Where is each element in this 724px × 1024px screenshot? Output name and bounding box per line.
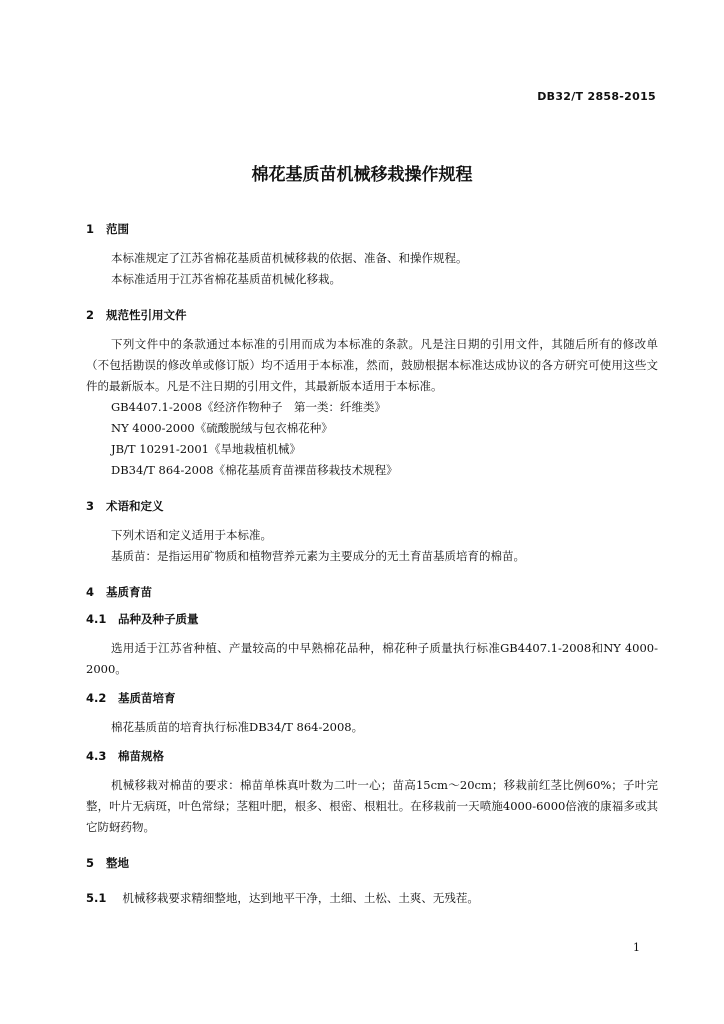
section-5-heading [86, 854, 658, 872]
document-body [86, 220, 658, 909]
soil-prep-text: 机械移栽要求精细整地，达到地平干净，土细、土松、土爽、无残茬。 [122, 891, 479, 905]
section-number: 2 [86, 308, 95, 322]
reference-item: GB4407.1-2008《经济作物种子 第一类：纤维类》 [111, 400, 387, 414]
subsection-number: 4.3 [86, 749, 107, 763]
cultivation-paragraph: 棉花基质苗的培育执行标准DB34/T 864-2008。 [111, 720, 364, 734]
subsection-number: 4.2 [86, 691, 107, 705]
section-3-heading [86, 497, 658, 515]
seedling-spec-paragraph: 机械移栽对棉苗的要求：棉苗单株真叶数为二叶一心；苗高15cm～20cm；移栽前红茎比例60%；子叶完整，叶片无病斑，叶色常绿；茎粗叶肥，根多、根密、根粗壮。在移栽前一天喷施4000-6000倍液的康福多或其它防蚜药物。 [86, 778, 658, 834]
section-title: 范围 [106, 222, 129, 236]
subsection-5-1 [86, 888, 658, 909]
reference-item: DB34/T 864-2008《棉花基质育苗裸苗移栽技术规程》 [111, 463, 398, 477]
scope-paragraph-2: 本标准适用于江苏省棉花基质苗机械化移栽。 [111, 272, 341, 286]
section-2-heading [86, 306, 658, 324]
variety-paragraph: 选用适于江苏省种植、产量较高的中早熟棉花品种，棉花种子质量执行标准GB4407.1-2008和NY 4000-2000。 [86, 641, 658, 676]
section-4-heading [86, 583, 658, 601]
subsection-title: 基质苗培育 [118, 691, 176, 705]
reference-item: JB/T 10291-2001《旱地栽植机械》 [111, 442, 301, 456]
section-1-heading [86, 220, 658, 238]
document-title: 棉花基质苗机械移栽操作规程 [251, 165, 473, 185]
section-title: 基质育苗 [106, 585, 152, 599]
section-number: 4 [86, 585, 95, 599]
section-number: 1 [86, 222, 95, 236]
subsection-4-2-heading [86, 689, 658, 707]
page-number: 1 [633, 941, 640, 954]
subsection-title: 棉苗规格 [118, 749, 164, 763]
terms-paragraph-1: 下列术语和定义适用于本标准。 [111, 528, 272, 542]
reference-item: NY 4000-2000《硫酸脱绒与包衣棉花种》 [111, 421, 333, 435]
section-number: 5 [86, 856, 95, 870]
subsection-4-3-heading [86, 747, 658, 765]
document-code: DB32/T 2858-2015 [537, 90, 656, 103]
references-intro: 下列文件中的条款通过本标准的引用而成为本标准的条款。凡是注日期的引用文件，其随后所有的修改单（不包括勘误的修改单或修订版）均不适用于本标准，然而，鼓励根据本标准达成协议的各方研究可使用这些文件的最新版本。凡是不注日期的引用文件，其最新版本适用于本标准。 [86, 337, 658, 393]
scope-paragraph-1: 本标准规定了江苏省棉花基质苗机械移栽的依据、准备、和操作规程。 [111, 251, 468, 265]
section-title: 规范性引用文件 [106, 308, 187, 322]
terms-paragraph-2: 基质苗：是指运用矿物质和植物营养元素为主要成分的无土育苗基质培育的棉苗。 [111, 549, 525, 563]
section-number: 3 [86, 499, 95, 513]
subsection-title: 品种及种子质量 [118, 612, 199, 626]
subsection-number: 5.1 [86, 891, 107, 905]
subsection-number: 4.1 [86, 612, 107, 626]
section-title: 整地 [106, 856, 129, 870]
subsection-4-1-heading [86, 610, 658, 628]
section-title: 术语和定义 [106, 499, 164, 513]
